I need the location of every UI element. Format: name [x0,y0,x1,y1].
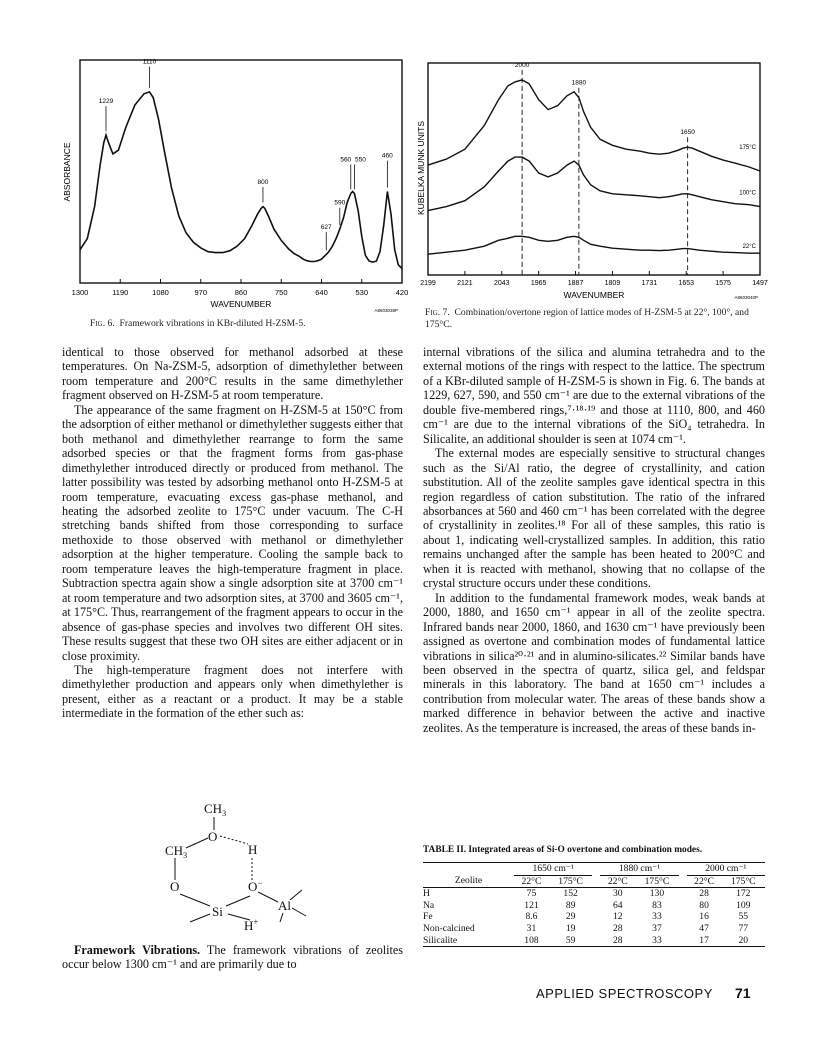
table-cell-value: 28 [612,934,623,946]
table-group-header: 1650 cm⁻¹ [514,863,592,876]
table-temp-header: 22°C [694,875,715,887]
figure-7-series-label: 175°C [739,145,756,152]
figure-6-peak-label: 460 [381,152,393,160]
table-cell-value: 121 [524,899,539,911]
structure-si: Si [212,904,223,919]
figure-6-spectrum-line [80,92,402,269]
table-cell-value: 33 [652,934,662,946]
figure-7-ylabel: KUBELKA MUNK UNITS [416,121,426,215]
figure-7-series-line [428,157,760,211]
structure-al: Al [278,898,291,913]
footer-journal-name: APPLIED SPECTROSCOPY [536,986,713,1001]
figure-7-x-tick-label: 1809 [604,280,621,287]
table-cell-zeolite: H [423,888,430,900]
table-row [423,923,765,935]
table-cell-zeolite: Non-calcined [423,922,475,934]
figure-7 [416,58,768,308]
framework-vibrations-text: The framework vibrations of zeolites occur below 1300 cm⁻¹ and are primarily due to [62,943,403,972]
table-cell-zeolite: Fe [423,911,433,923]
figure-7-series-line [428,236,760,254]
figure-6-peak-label: 560 [340,156,352,164]
figure-6-x-tick-label: 970 [194,288,208,297]
table-row [423,900,765,912]
table-cell-value: 47 [699,922,709,934]
left-paragraph-3: The high-temperature fragment does not interfere with dimethylether production and appears only when dimethylether is present, either as a reactant or a product. It may be a stable intermediate in the formation of the ether such as: [62,662,403,721]
left-column-text [62,345,403,721]
table-cell-value: 108 [524,934,539,946]
table-group-header: 2000 cm⁻¹ [687,863,765,876]
figure-6 [62,50,407,320]
figure-6-x-tick-label: 640 [315,288,328,297]
structure-o-top: O [208,829,218,844]
right-paragraph-2: The external modes are especially sensitive to structural changes such as the Si/Al ratio, the degree of crystallinity, and cation substitution. All of the zeolite samples gave identical spectra in this region regardless of cation substitution. The ratio of the infrared absorbances at 560 and 460 cm⁻¹ has been correlated with the degree of crystallinity in zeolites.¹⁸ For all of these samples, this ratio is about 1, indicating well-crystallized samples. In addition, this ratio remains unchanged after the sample has been heated to 200°C and when it is reacted with methanol, showing that no collapse of the crystal structure occurs under these conditions. [423,446,765,591]
table-cell-value: 55 [738,911,749,923]
table-cell-value: 28 [612,922,623,934]
table-2 [423,862,765,947]
table-cell-zeolite: Silicalite [423,934,458,946]
structure-ch3-top: $CH_3$ [204,801,227,818]
table-2-grid [423,862,765,947]
table-row [423,935,765,947]
figure-6-peak-label: 1229 [98,98,114,106]
table-cell-value: 130 [649,888,665,900]
table-row [423,888,765,900]
figure-7-series-label: 100°C [739,190,756,197]
table-cell-value: 172 [736,888,751,900]
figure-6-x-tick-label: 1300 [71,288,89,297]
figure-6-x-tick-label: 530 [355,288,369,297]
figure-7-x-tick-label: 1653 [678,280,695,287]
table-cell-value: 17 [699,934,709,946]
structure-h-right: H [248,842,258,857]
figure-7-frame [428,63,760,275]
figure-6-caption-label: Fig. 6. [90,318,115,329]
left-paragraph-1: identical to those observed for methanol adsorbed at these temperatures. On Na-ZSM-5, adsorption of dimethylether between room temperature and 200°C results in the same dimethylether fragment observed on H-ZSM-5 at room temperature. [62,345,403,403]
figure-7-code: A8603040P [734,295,758,300]
table-2-title: TABLE II. Integrated areas of Si-O overtone and combination modes. [423,845,703,855]
right-column-text [423,345,765,735]
figure-6-peak-label: 1110 [142,58,157,66]
table-row [423,911,765,923]
table-cell-value: 64 [612,899,623,911]
figure-6-peak-label: 800 [257,179,269,186]
table-cell-value: 33 [652,911,662,923]
right-paragraph-1: internal vibrations of the silica and alumina tetrahedra and to the external motions of the rings with respect to the lattice. The spectrum of a KBr-diluted sample of H-ZSM-5 is shown in Fig. 6. The bands at 1229, 627, 590, and 550 cm⁻¹ are due to the external vibrations of the double five-membered rings,⁷·¹⁸·¹⁹ and those at 1110, 800, and 460 cm⁻¹ are due to the internal vibrations of the SiO₄ tetrahedra. In Silicalite, an additional shoulder is seen at 1074 cm⁻¹. [423,345,765,446]
figure-6-caption-text: Framework vibrations in KBr-diluted H-ZSM-5. [119,318,306,329]
table-temp-header: 22°C [521,875,542,887]
structure-ch3-left: $CH_3$ [165,843,188,860]
table-temp-header: 22°C [607,875,628,887]
table-cell-value: 37 [652,922,662,934]
figure-6-code: A8603038P [374,308,398,313]
figure-7-x-tick-label: 1731 [641,280,658,287]
left-paragraph-2: The appearance of the same fragment on H-ZSM-5 at 150°C from the adsorption of either methanol or dimethylether suggests either that both methanol and dimethylether rearrange to form the same adsorbed species or that the fragment forms from gas-phase dimethylether introduced directly or produced from methanol. The latter possibility was tested by adsorbing methanol onto H-ZSM-5 at room temperature, evacuating excess gas-phase methanol, and heating the adsorbed zeolite to 175°C under vacuum. The C-H stretching bands shifted from those corresponding to surface methoxide to those observed with methanol or dimethylether adsorption at the higher temperature. Cooling the sample back to room temperature leaves the high-temperature fragment in place. Subtraction spectra again show a single adsorption site at 3700 cm⁻¹ at room temperature and two adsorption sites, at 3700 and 3605 cm⁻¹, at 175°C. Thus, rearrangement of the fragment appears to occur in the absence of gas-phase species and involves two different OH sites. These results suggest that these two OH sites are either adjacent or in close proximity. [62,402,403,663]
figure-7-xlabel: WAVENUMBER [563,290,625,300]
figure-6-caption [90,318,410,330]
figure-7-chart [416,58,768,308]
table-cell-value: 59 [565,934,576,946]
chemical-structure-drawing [150,798,310,933]
table-group-header: 1880 cm⁻¹ [600,863,678,876]
figure-6-x-tick-label: 1080 [152,288,169,297]
table-cell-zeolite: Na [423,899,435,911]
table-cell-value: 19 [565,922,576,934]
figure-7-series-line [428,80,760,171]
right-paragraph-3: In addition to the fundamental framework modes, weak bands at 2000, 1880, and 1650 cm⁻¹ appear in all of the zeolite spectra. Infrared bands near 2000, 1860, and 1630 cm⁻¹ have previously been assigned as overtone and combination modes of fundamental lattice vibrations in silica²⁰·²¹ and in alumino-silicates.²² Similar bands have been observed in the spectra of quartz, silica gel, and feldspar minerals in this laboratory. The band at 1650 cm⁻¹ includes a contribution from molecular water. The areas of these bands show a marked difference in behavior between the active and inactive zeolites. As the temperature is increased, the areas of these bands in- [423,590,765,735]
structure-h-plus: H+ [244,917,259,933]
table-cell-value: 152 [563,888,578,900]
left-column-tail [62,943,403,972]
figure-7-x-tick-label: 1575 [715,280,731,287]
chemical-structure [150,798,310,933]
figure-7-caption [425,307,765,331]
figure-7-x-tick-label: 2121 [457,280,473,287]
table-cell-value: 8.6 [525,911,538,923]
table-cell-value: 89 [565,899,576,911]
structure-o-minus: O− [248,878,263,894]
figure-7-x-tick-label: 1497 [752,280,768,287]
figure-7-band-label: 1880 [571,79,587,87]
figure-6-peak-label: 627 [320,224,332,232]
table-cell-value: 29 [565,911,576,923]
figure-7-caption-label: Fig. 7. [425,307,450,318]
table-cell-value: 28 [699,888,709,900]
footer-page-number: 71 [735,985,751,1001]
figure-6-x-tick-label: 1190 [112,288,129,297]
figure-7-series-label: 22°C [742,244,756,251]
framework-vibrations-heading: Framework Vibrations. [74,943,201,957]
table-temp-header: 175°C [558,875,583,887]
table-cell-value: 31 [526,922,537,934]
table-cell-value: 30 [612,888,623,900]
left-paragraph-framework [62,943,403,972]
figure-6-peak-label: 590 [334,199,346,207]
figure-7-caption-text: Combination/overtone region of lattice modes of H-ZSM-5 at 22°, 100°, and 175°C. [425,307,749,330]
figure-6-peak-label: 550 [355,156,366,164]
table-temp-header: 175°C [730,875,756,887]
figure-7-band-label: 2000 [514,61,530,69]
figure-7-x-tick-label: 2043 [493,280,510,287]
figure-7-x-tick-label: 1887 [567,280,584,287]
figure-7-band-label: 1650 [680,129,695,137]
structure-o-left: O [170,879,180,894]
table-cell-value: 109 [736,899,751,911]
figure-6-x-tick-label: 420 [395,288,409,297]
figure-6-xlabel: WAVENUMBER [210,299,272,309]
table-cell-value: 83 [652,899,662,911]
figure-6-chart [62,50,407,320]
table-header-blank [423,863,514,876]
figure-6-x-tick-label: 750 [274,288,288,297]
table-cell-value: 77 [738,922,749,934]
figure-6-x-tick-label: 860 [234,288,248,297]
figure-7-x-tick-label: 1965 [530,280,547,287]
figure-6-ylabel: ABSORBANCE [62,142,72,202]
figure-6-frame [80,60,402,283]
table-cell-value: 20 [738,934,749,946]
table-temp-header: 175°C [644,875,670,887]
table-cell-value: 16 [699,911,709,923]
table-zeolite-header: Zeolite [454,875,483,887]
table-cell-value: 75 [526,888,537,900]
table-cell-value: 12 [612,911,623,923]
figure-7-x-tick-label: 2199 [420,280,436,287]
table-cell-value: 80 [699,899,709,911]
